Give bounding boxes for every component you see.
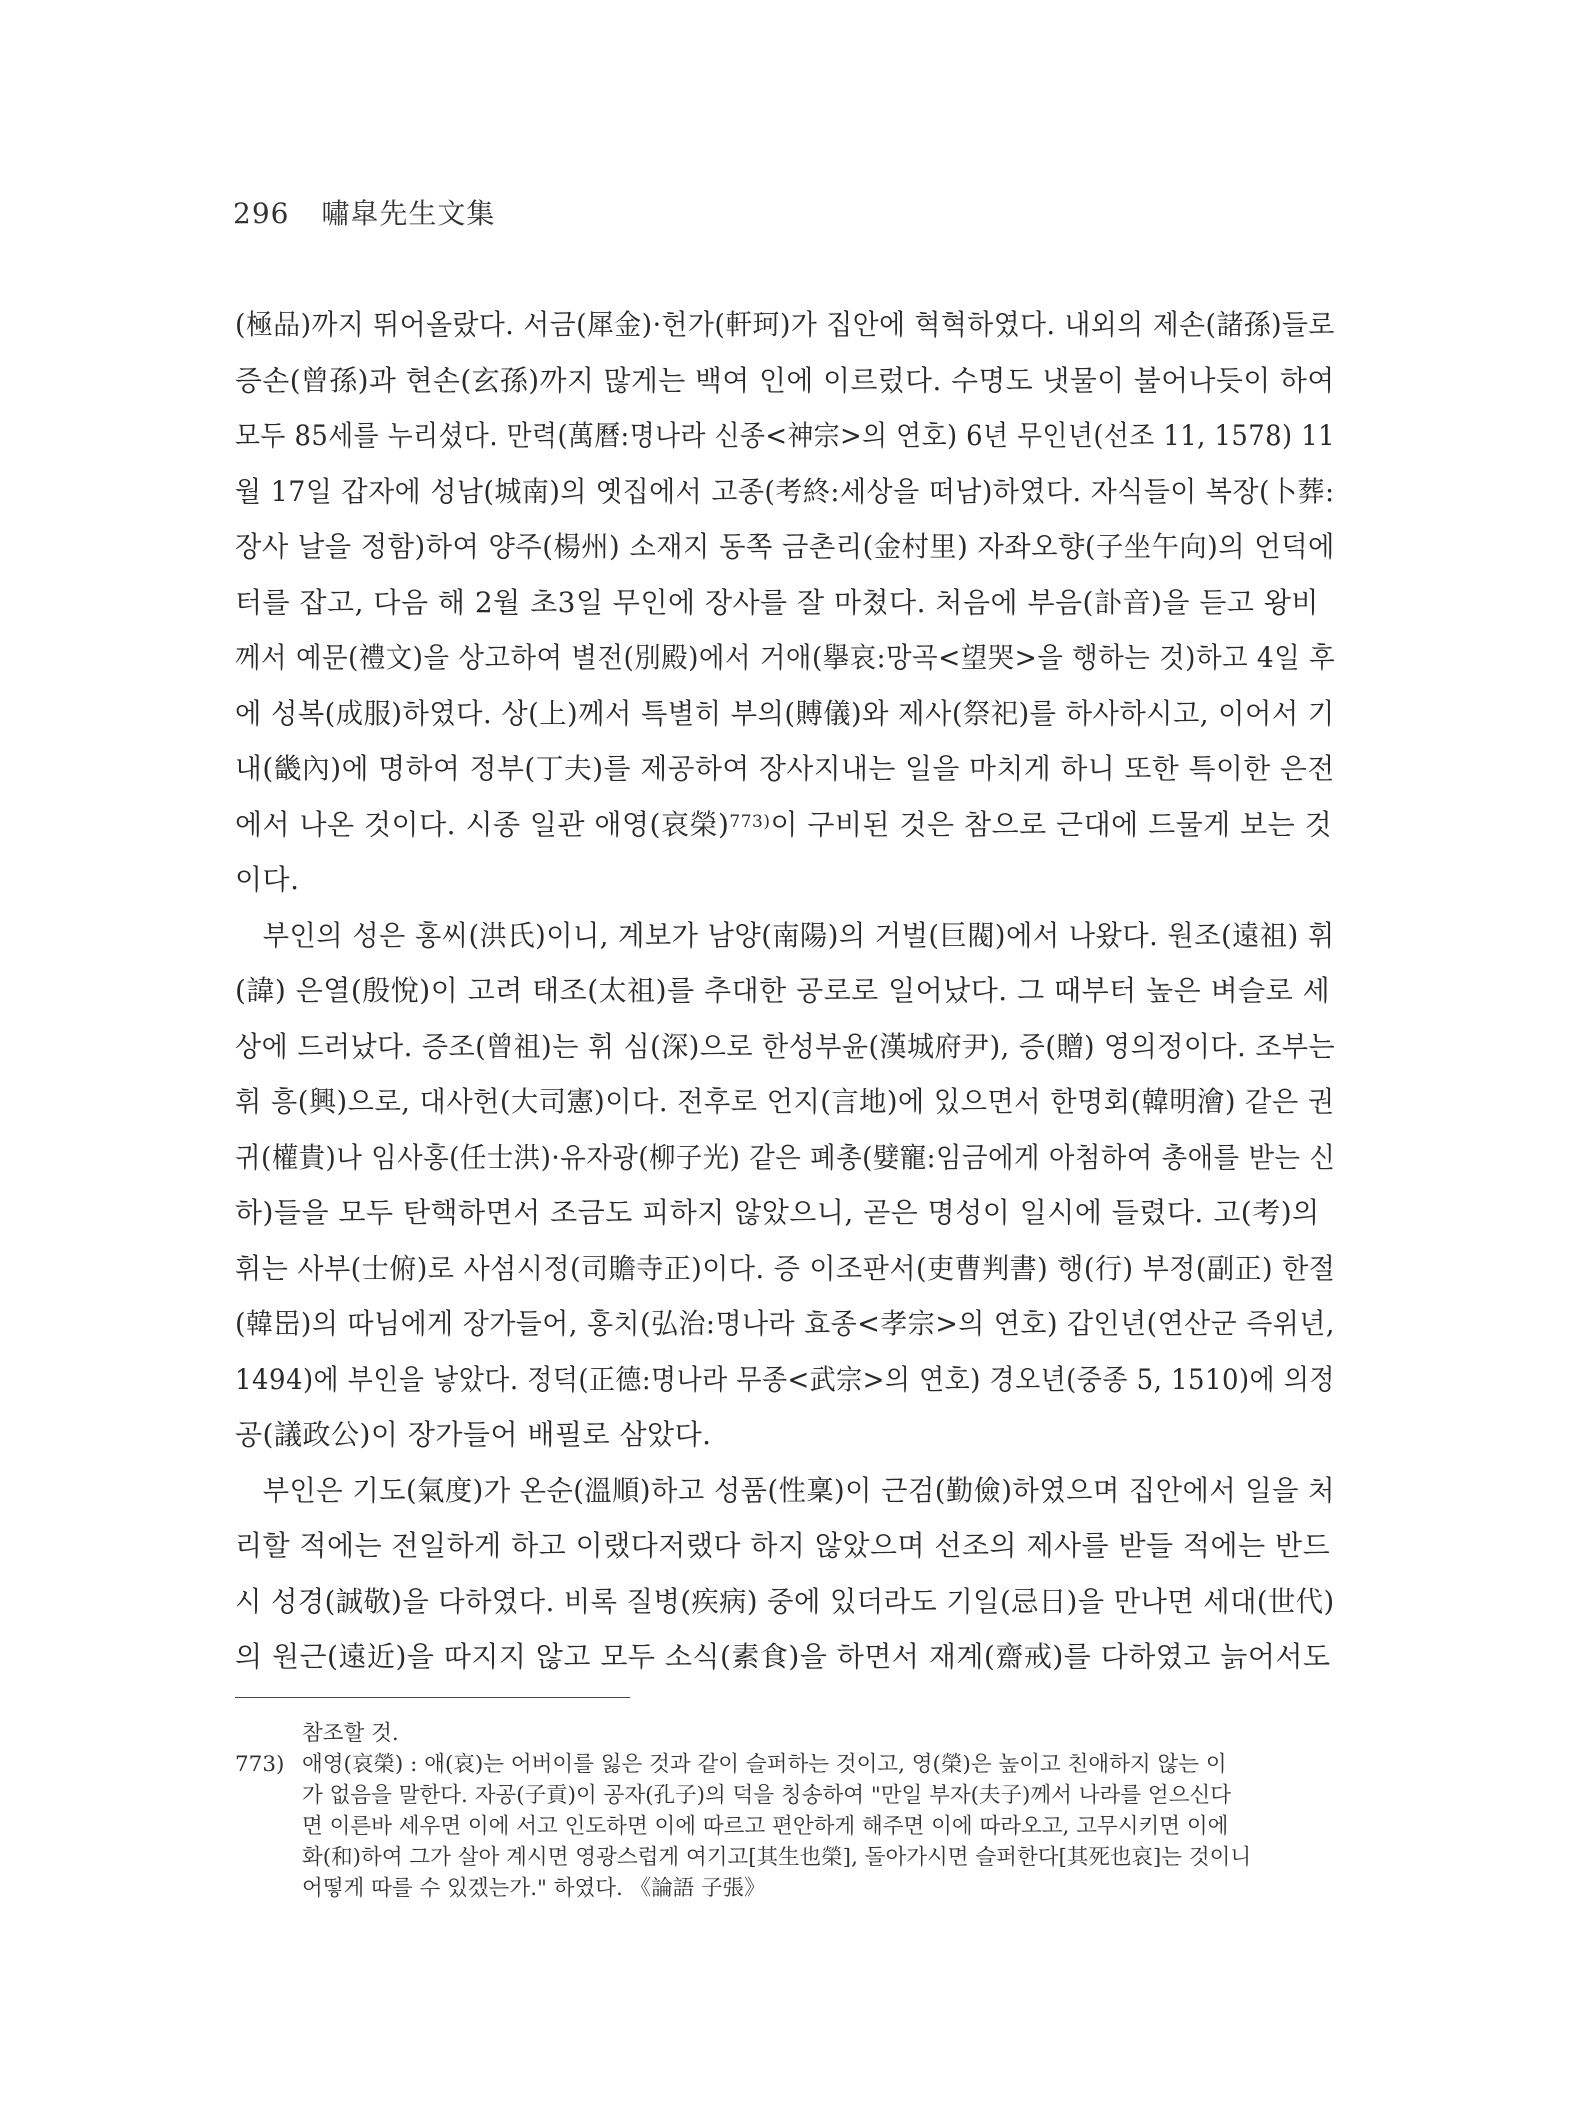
text-line: 부인의 성은 홍씨(洪氏)이니, 계보가 남양(南陽)의 거벌(巨閥)에서 나왔다. 원조(遠祖) 휘: [235, 918, 1335, 952]
text-line: (諱) 은열(殷悅)이 고려 태조(太祖)를 추대한 공로로 일어났다. 그 때부터 높은 벼슬로 세: [235, 974, 1331, 1007]
text-line: 1494)에 부인을 낳았다. 정덕(正德:명나라 무종<武宗>의 연호) 경오년(중종 5, 1510)에 의정: [235, 1362, 1335, 1396]
text-line: 월 17일 갑자에 성남(城南)의 옛집에서 고종(考終:세상을 떠남)하였다. 자식들이 복장(卜葬:: [235, 474, 1335, 508]
text-line: 공(議政公)이 장가들어 배필로 삼았다.: [235, 1418, 712, 1451]
footnote-line: 어떻게 따를 수 있겠는가." 하였다. 《論語 子張》: [302, 1876, 766, 1901]
footnote-line: 화(和)하여 그가 살아 계시면 영광스럽게 여기고[其生也榮], 돌아가시면 슬퍼한다[其死也哀]는 것이니: [302, 1845, 1252, 1870]
footnote-line: 면 이른바 세우면 이에 서고 인도하면 이에 따르고 편안하게 해주면 이에 따라오고, 고무시키면 이에: [302, 1814, 1229, 1839]
footnote-line: 가 없음을 말한다. 자공(子貢)이 공자(孔子)의 덕을 칭송하여 "만일 부자(夫子)께서 나라를 얻으신다: [302, 1783, 1232, 1808]
text-line: 의 원근(遠近)을 따지지 않고 모두 소식(素食)을 하면서 재계(齋戒)를 다하였고 늙어서도: [235, 1640, 1331, 1673]
footnote-text: [302, 1749, 1335, 1904]
text-line: 증손(曾孫)과 현손(玄孫)까지 많게는 백여 인에 이르렀다. 수명도 냇물이 불어나듯이 하여: [235, 363, 1335, 397]
footnote-divider: [235, 1697, 630, 1698]
book-title: 嘯皐先生文集: [321, 197, 496, 230]
text-line: 장사 날을 정함)하여 양주(楊州) 소재지 동쪽 금촌리(金村里) 자좌오향(子坐午向)의 언덕에: [235, 530, 1335, 563]
text-line: 터를 잡고, 다음 해 2월 초3일 무인에 장사를 잘 마쳤다. 처음에 부음(訃音)을 듣고 왕비: [235, 585, 1319, 619]
text-line: 내(畿內)에 명하여 정부(丁夫)를 제공하여 장사지내는 일을 마치게 하니 또한 특이한 은전: [235, 752, 1335, 785]
text-line: 에 성복(成服)하였다. 상(上)께서 특별히 부의(賻儀)와 제사(祭祀)를 하사하시고, 이어서 기: [235, 696, 1335, 730]
text-line: 부인은 기도(氣度)가 온순(溫順)하고 성품(性稟)이 근검(勤儉)하였으며 집안에서 일을 처: [235, 1473, 1335, 1507]
footnotes: [235, 1718, 1335, 1904]
text-line: 리할 적에는 전일하게 하고 이랬다저랬다 하지 않았으며 선조의 제사를 받들 적에는 반드: [235, 1529, 1331, 1562]
footnote-number: 773): [235, 1752, 285, 1777]
main-text: [235, 297, 1335, 1685]
text-line: 이다.: [235, 863, 300, 896]
footnote-ref-773[interactable]: 773): [729, 811, 771, 832]
page-number: 296: [233, 197, 290, 230]
footnote-continuation: 참조할 것.: [302, 1721, 399, 1746]
text-line: 상에 드러났다. 증조(曾祖)는 휘 심(深)으로 한성부윤(漢城府尹), 증(贈) 영의정이다. 조부는: [235, 1029, 1336, 1063]
text-line: 에서 나온 것이다. 시종 일관 애영(哀榮)$^{773)}$이 구비된 것은 참으로 근대에 드물게 보는 것: [235, 807, 1333, 841]
text-line: 모두 85세를 누리셨다. 만력(萬曆:명나라 신종<神宗>의 연호) 6년 무인년(선조 11, 1578) 11: [235, 419, 1335, 452]
footnote-line: 애영(哀榮) : 애(哀)는 어버이를 잃은 것과 같이 슬퍼하는 것이고, 영(榮)은 높이고 친애하지 않는 이: [302, 1752, 1227, 1777]
text-line: 하)들을 모두 탄핵하면서 조금도 피하지 않았으니, 곧은 명성이 일시에 들렸다. 고(考)의: [235, 1196, 1320, 1229]
text-line: 시 성경(誠敬)을 다하였다. 비록 질병(疾病) 중에 있더라도 기일(忌日)을 만나면 세대(世代): [235, 1584, 1335, 1618]
text-line: 휘 흥(興)으로, 대사헌(大司憲)이다. 전후로 언지(言地)에 있으면서 한명회(韓明澮) 같은 권: [235, 1085, 1335, 1118]
page-header: [233, 192, 495, 232]
text-line: (韓岊)의 따님에게 장가들어, 홍치(弘治:명나라 효종<孝宗>의 연호) 갑인년(연산군 즉위년,: [235, 1307, 1335, 1340]
text-line: 귀(權貴)나 임사홍(任士洪)·유자광(柳子光) 같은 폐총(嬖寵:임금에게 아첨하여 총애를 받는 신: [235, 1140, 1336, 1174]
footnote-773: [235, 1749, 1335, 1904]
text-line: 께서 예문(禮文)을 상고하여 별전(別殿)에서 거애(擧哀:망곡<望哭>을 행하는 것)하고 4일 후: [235, 641, 1336, 674]
text-line: (極品)까지 뛰어올랐다. 서금(犀金)·헌가(軒珂)가 집안에 혁혁하였다. 내외의 제손(諸孫)들로: [235, 308, 1335, 341]
text-line: 휘는 사부(士俯)로 사섬시정(司贍寺正)이다. 증 이조판서(吏曹判書) 행(行) 부정(副正) 한절: [235, 1251, 1336, 1285]
